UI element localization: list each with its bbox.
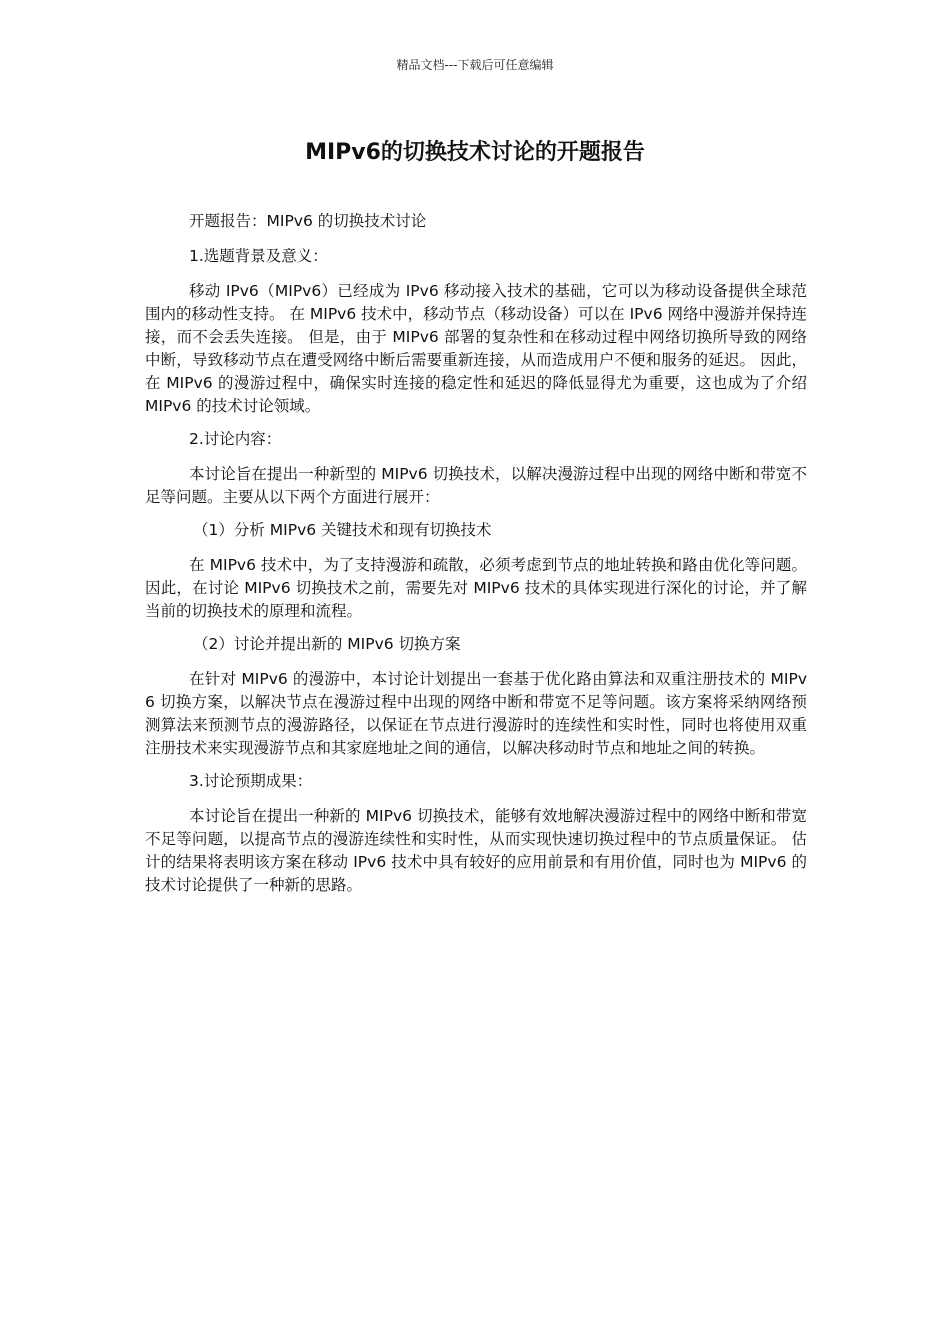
- subsection-heading-analysis: （1）分析 MIPv6 关键技术和现有切换技术: [193, 521, 492, 539]
- section-heading-background: 1.选题背景及意义：: [189, 247, 328, 265]
- paragraph-outcomes: 本讨论旨在提出一种新的 MIPv6 切换技术，能够有效地解决漫游过程中的网络中断和带宽不足等问题，以提高节点的漫游连续性和实时性，从而实现快速切换过程中的节点质量保证。 估计的结果将表明该方案在移动 IPv6 技术中具有较好的应用前景和有用价值，同时也为 MIPv6 的技术讨论提供了一种新的思路。: [145, 807, 807, 894]
- subsection-heading-proposal: （2）讨论并提出新的 MIPv6 切换方案: [193, 635, 461, 653]
- paragraph-content-intro: 本讨论旨在提出一种新型的 MIPv6 切换技术，以解决漫游过程中出现的网络中断和带宽不足等问题。主要从以下两个方面进行展开：: [145, 465, 807, 506]
- report-subtitle: 开题报告：MIPv6 的切换技术讨论: [189, 212, 427, 230]
- section-heading-outcomes: 3.讨论预期成果：: [189, 772, 313, 790]
- paragraph-proposal: 在针对 MIPv6 的漫游中，本讨论计划提出一套基于优化路由算法和双重注册技术的 MIPv6 切换方案，以解决节点在漫游过程中出现的网络中断和带宽不足等问题。该方案将采纳网络预测算法来预测节点的漫游路径，以保证在节点进行漫游时的连续性和实时性，同时也将使用双重注册技术来实现漫游节点和其家庭地址之间的通信，以解决移动时节点和地址之间的转换。: [145, 670, 807, 757]
- document-title: MIPv6的切换技术讨论的开题报告: [305, 140, 645, 165]
- document-body: [145, 210, 807, 907]
- paragraph-background: 移动 IPv6（MIPv6）已经成为 IPv6 移动接入技术的基础，它可以为移动设备提供全球范围内的移动性支持。 在 MIPv6 技术中，移动节点（移动设备）可以在 IPv6 网络中漫游并保持连接，而不会丢失连接。 但是，由于 MIPv6 部署的复杂性和在移动过程中网络切换所导致的网络中断，导致移动节点在遭受网络中断后需要重新连接，从而造成用户不便和服务的延迟。 因此，在 MIPv6 的漫游过程中，确保实时连接的稳定性和延迟的降低显得尤为重要，这也成为了介绍 MIPv6 的技术讨论领域。: [145, 282, 807, 415]
- section-heading-content: 2.讨论内容：: [189, 430, 282, 448]
- page-header-note: 精品文档---下载后可任意编辑: [396, 58, 554, 72]
- paragraph-analysis: 在 MIPv6 技术中，为了支持漫游和疏散，必须考虑到节点的地址转换和路由优化等问题。 因此，在讨论 MIPv6 切换技术之前，需要先对 MIPv6 技术的具体实现进行深化的讨论，并了解当前的切换技术的原理和流程。: [145, 556, 807, 620]
